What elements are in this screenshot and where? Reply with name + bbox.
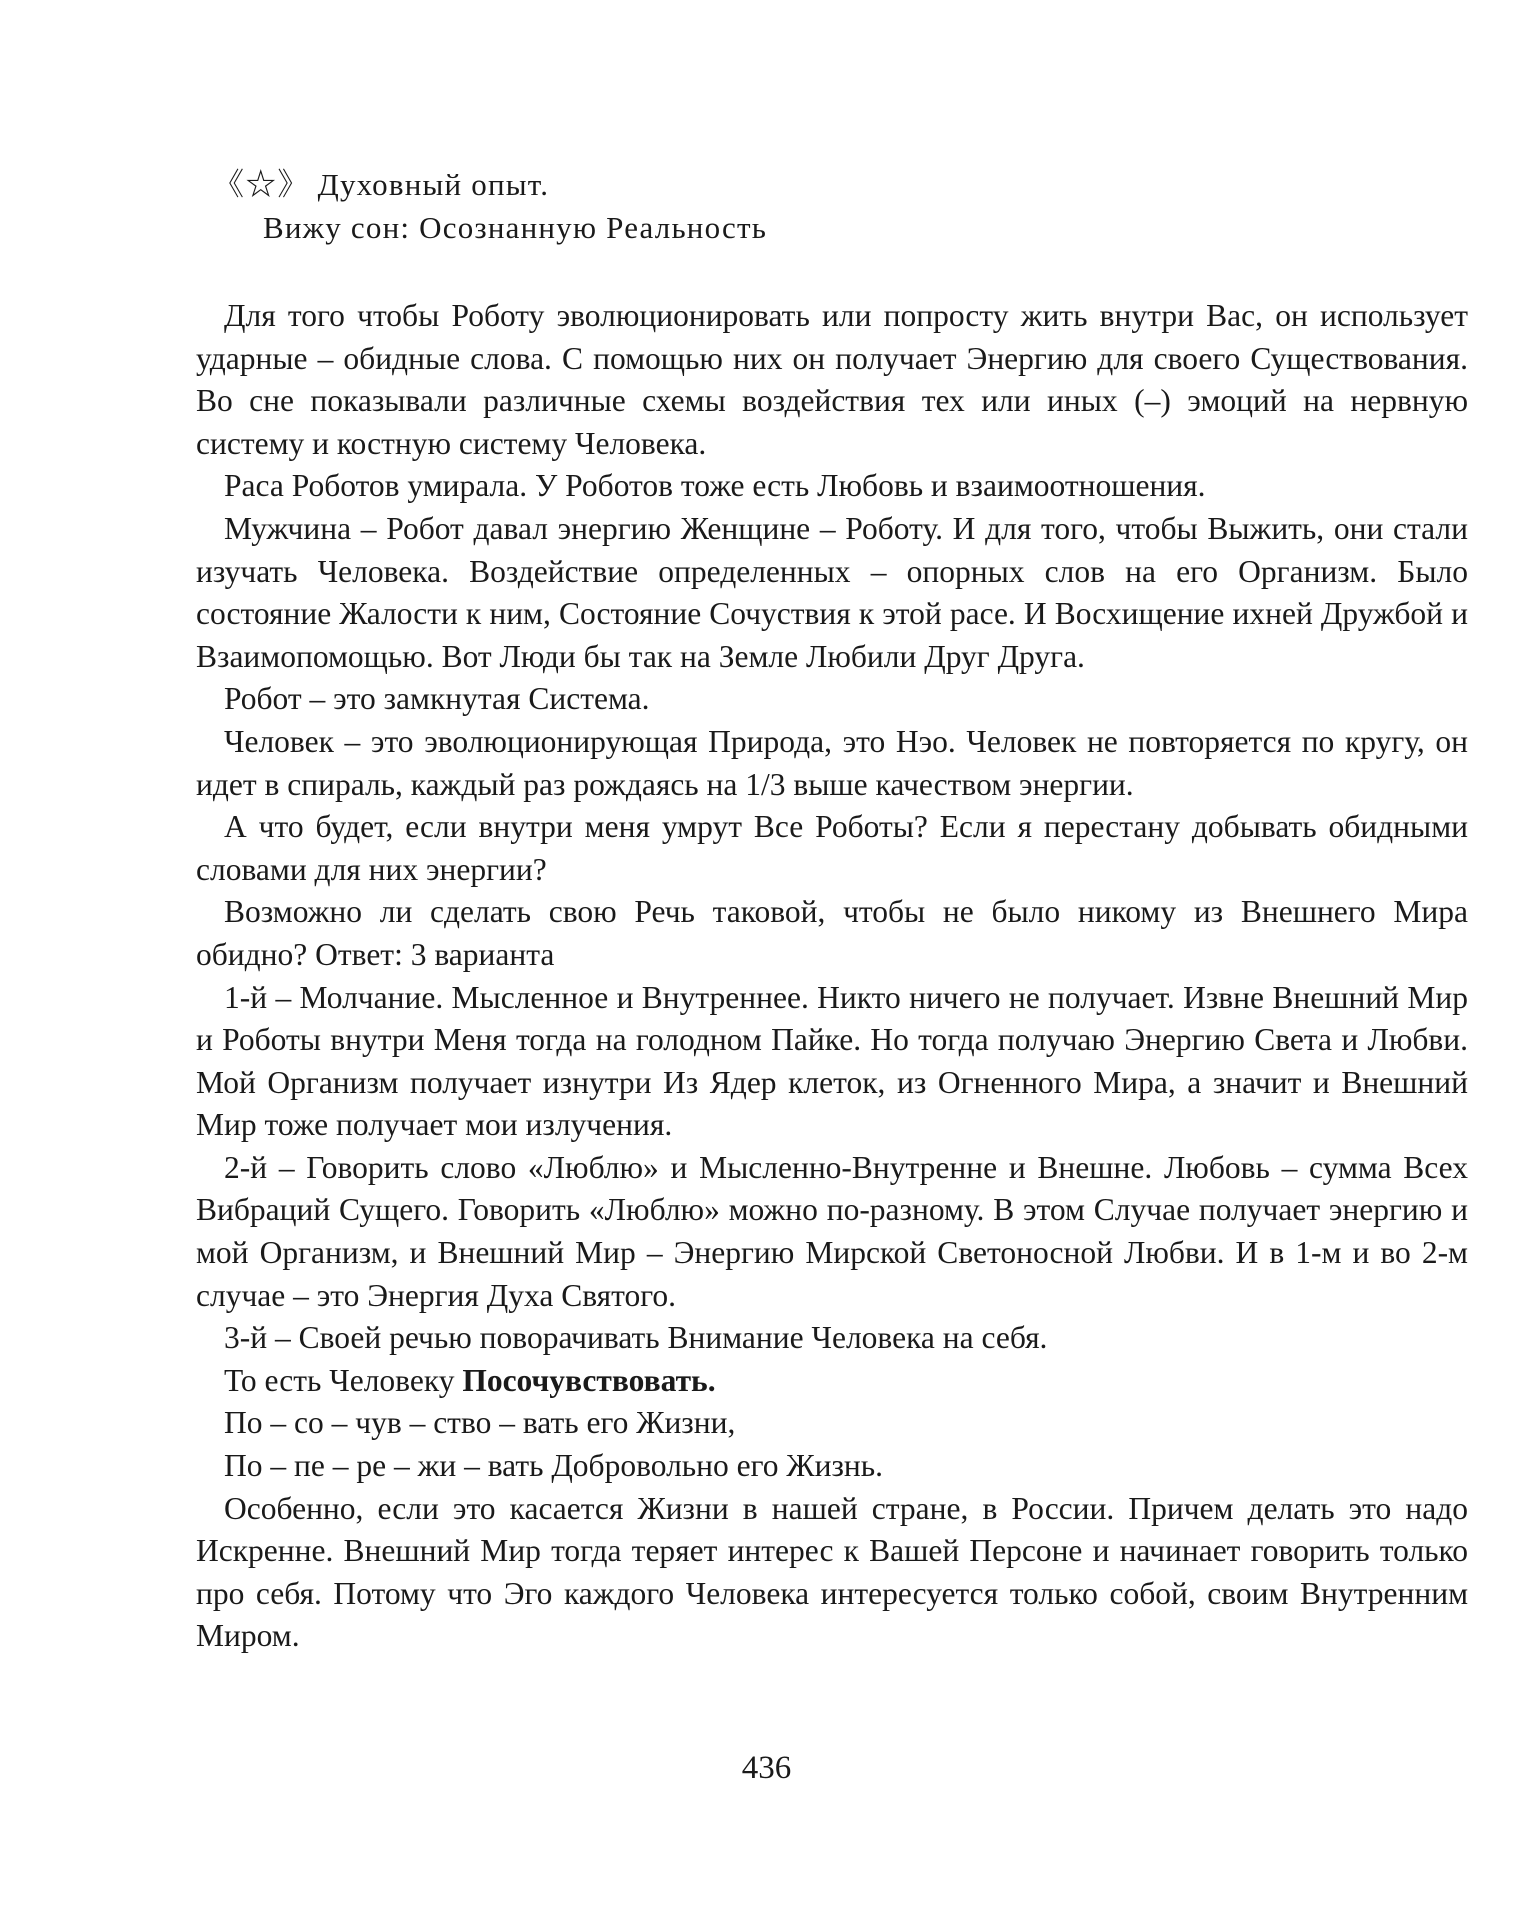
section-header [213,163,767,249]
paragraph: Для того чтобы Роботу эволюционировать или попросту жить внутри Вас, он использует ударные – обидные слова. С помощью них он получает Энергию для своего Существования. Во сне показывали различные схемы воздействия тех или иных (–) эмоций на нервную систему и костную систему Человека. [196,298,1468,461]
paragraph: 1-й – Молчание. Мысленное и Внутреннее. Никто ничего не получает. Извне Внешний Мир и Роботы внутри Меня тогда на голодном Пайке. Но тогда получаю Энергию Света и Любви. Мой Организм получает изнутри Из Ядер клеток, из Огненного Мира, а значит и Внешний Мир тоже получает мои излучения. [196,979,1468,1143]
header-title: Духовный опыт. [317,167,550,202]
paragraph-with-bold [196,1360,1468,1403]
paragraph: Робот – это замкнутая Система. [224,681,650,717]
bold-line-emphasis: Посочувствовать. [462,1362,716,1398]
paragraph: Раса Роботов умирала. У Роботов тоже есть Любовь и взаимоотношения. [224,468,1206,504]
paragraph: По – пе – ре – жи – вать Добровольно его Жизнь. [224,1448,884,1484]
page-number: 436 [741,1750,792,1786]
paragraph: Возможно ли сделать свою Речь таковой, чтобы не было никому из Внешнего Мира обидно? Ответ: 3 варианта [196,894,1468,972]
paragraph: По – со – чув – ство – вать его Жизни, [224,1405,736,1441]
paragraph: Особенно, если это касается Жизни в нашей стране, в России. Причем делать это надо Искренне. Внешний Мир тогда теряет интерес к Вашей Персоне и начинает говорить только про себя. Потому что Эго каждого Человека интересуется только собой, своим Внутренним Миром. [196,1490,1468,1654]
paragraph: А что будет, если внутри меня умрут Все Роботы? Если я перестану добывать обидными словами для них энергии? [196,809,1468,887]
paragraph: Мужчина – Робот давал энергию Женщине – Роботу. И для того, чтобы Выжить, они стали изучать Человека. Воздействие определенных – опорных слов на его Организм. Было состояние Жалости к ним, Состояние Сочуствия к этой расе. И Восхищение ихней Дружбой и Взаимопомощью. Вот Люди бы так на Земле Любили Друг Друга. [196,510,1468,674]
paragraph: 2-й – Говорить слово «Люблю» и Мысленно-Внутренне и Внешне. Любовь – сумма Всех Вибраций Сущего. Говорить «Люблю» можно по-разному. В этом Случае получает энергию и мой Организм, и Внешний Мир – Энергию Мирской Светоносной Любви. И в 1-м и во 2-м случае – это Энергия Духа Святого. [196,1149,1468,1313]
bold-line-prefix: То есть Человеку [224,1362,463,1398]
header-title-line [213,163,767,206]
body-text [196,295,1468,1658]
header-subtitle: Вижу сон: Осознанную Реальность [263,210,768,245]
paragraph: Человек – это эволюционирующая Природа, это Нэо. Человек не повторяется по кругу, он идет в спираль, каждый раз рождаясь на 1/3 выше качеством энергии. [196,723,1468,802]
star-mark-icon: 《☆》 [213,167,310,202]
paragraph: 3-й – Своей речью поворачивать Внимание Человека на себя. [224,1320,1048,1356]
